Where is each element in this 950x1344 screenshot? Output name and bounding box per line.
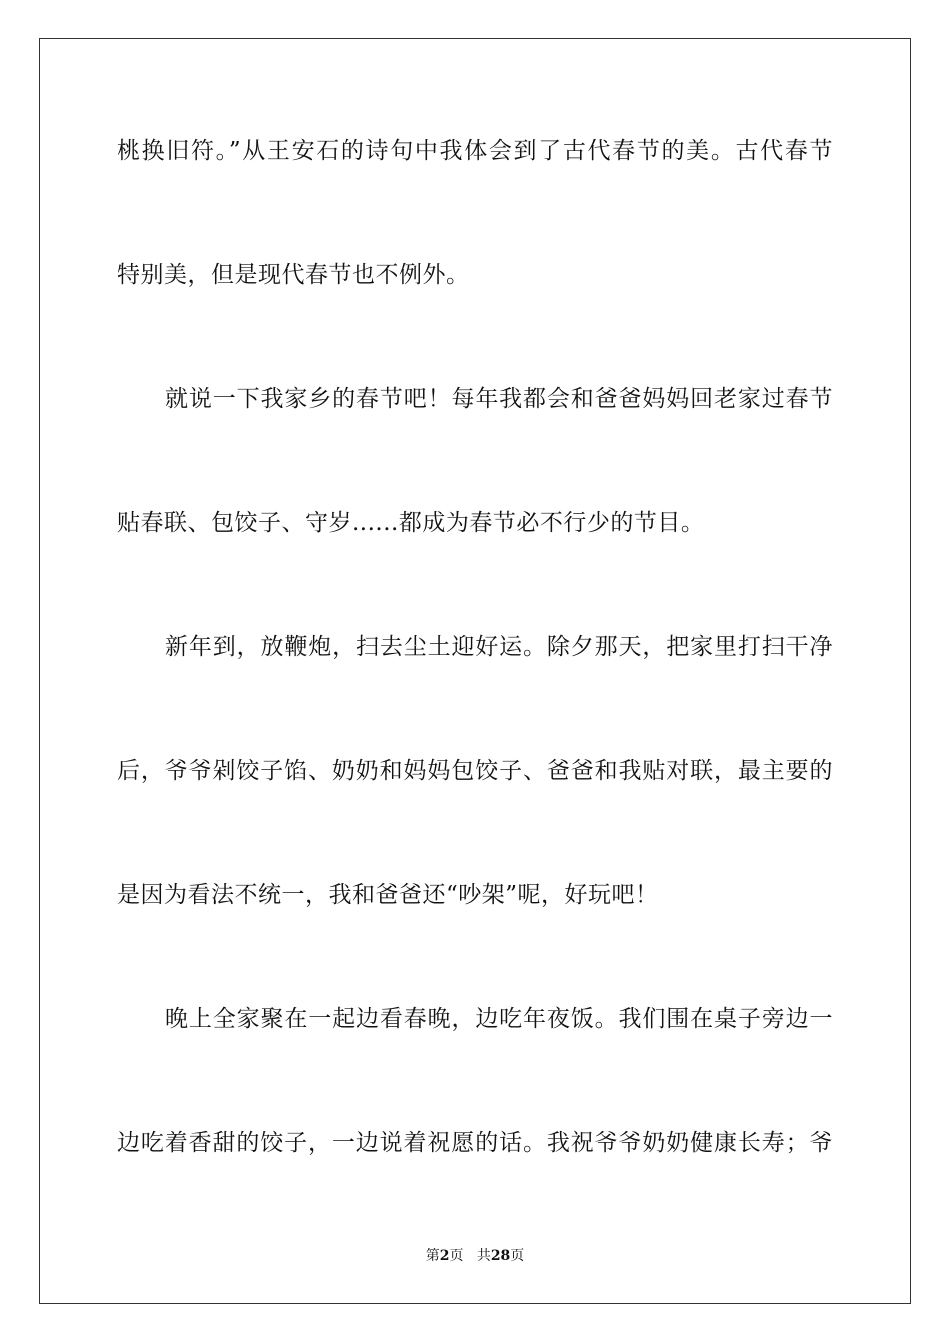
text-line-2: 特别美，但是现代春节也不例外。 <box>117 262 470 288</box>
text-line-1: 桃换旧符。”从王安石的诗句中我体会到了古代春节的美。古代春节 <box>117 138 833 164</box>
total-pages: 28 <box>490 1248 511 1264</box>
text-line-9: 边吃着香甜的饺子，一边说着祝愿的话。我祝爷爷奶奶健康长寿；爷 <box>117 1130 833 1156</box>
text-line-8: 晚上全家聚在一起边看春晚，边吃年夜饭。我们围在桌子旁边一 <box>165 1006 833 1032</box>
page-frame <box>39 38 911 1304</box>
page-number: 2 <box>439 1248 450 1264</box>
page-suffix: 页 <box>449 1248 464 1264</box>
page-prefix: 第 <box>425 1248 440 1264</box>
total-prefix: 共 <box>476 1248 491 1264</box>
text-line-6: 后，爷爷剁饺子馅、奶奶和妈妈包饺子、爸爸和我贴对联，最主要的 <box>117 758 833 784</box>
text-line-7: 是因为看法不统一，我和爸爸还“吵架”呢，好玩吧！ <box>117 882 659 908</box>
text-line-3: 就说一下我家乡的春节吧！每年我都会和爸爸妈妈回老家过春节 <box>165 386 833 412</box>
text-line-5: 新年到，放鞭炮，扫去尘土迎好运。除夕那天，把家里打扫干净 <box>165 634 833 660</box>
text-line-4: 贴春联、包饺子、守岁......都成为春节必不行少的节目。 <box>117 510 705 536</box>
total-suffix: 页 <box>510 1248 525 1264</box>
page-footer <box>0 1246 950 1266</box>
